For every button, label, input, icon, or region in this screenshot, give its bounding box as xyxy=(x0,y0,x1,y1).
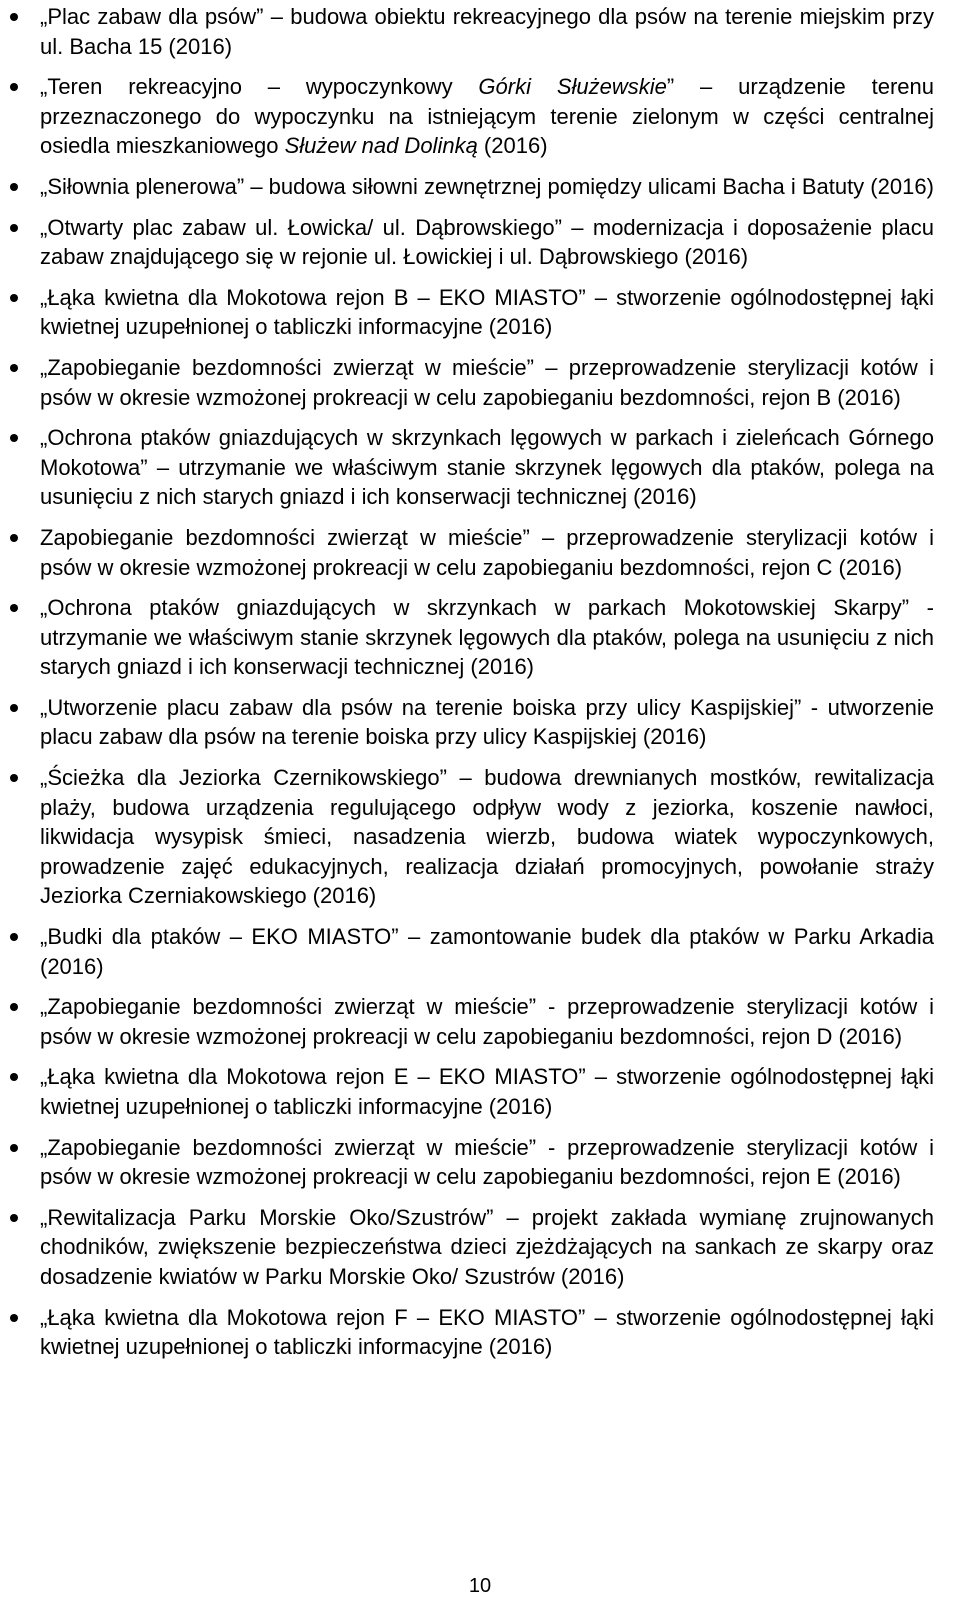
bullet-icon xyxy=(10,183,18,191)
list-item-text-segment: „Ochrona ptaków gniazdujących w skrzynkach lęgowych w parkach i zieleńcach Górnego Mokotowa” – utrzymanie we właściwym stanie skrzynek lęgowych dla ptaków, polega na usunięciu z nich starych gniazd i ich konserwacji technicznej (2016) xyxy=(40,425,934,510)
list-item-text-segment: „Łąka kwietna dla Mokotowa rejon B – EKO MIASTO” – stworzenie ogólnodostępnej łąki kwietnej uzupełnionej o tabliczki informacyjne (2016) xyxy=(40,284,934,340)
bullet-icon xyxy=(10,1073,18,1081)
list-item xyxy=(40,593,934,682)
list-item xyxy=(40,1303,934,1362)
bullet-icon xyxy=(10,604,18,612)
bullet-icon xyxy=(10,1144,18,1152)
list-item xyxy=(40,693,934,752)
bullet-icon xyxy=(10,434,18,442)
list-item-text xyxy=(40,765,934,908)
list-item-text-segment: „Siłownia plenerowa” – budowa siłowni zewnętrznej pomiędzy ulicami Bacha i Batuty (2016) xyxy=(40,173,934,199)
list-item xyxy=(40,72,934,161)
list-item xyxy=(40,283,934,342)
list-item-text-segment: „Łąka kwietna dla Mokotowa rejon F – EKO MIASTO” – stworzenie ogólnodostępnej łąki kwietnej uzupełnionej o tabliczki informacyjne (2016) xyxy=(40,1304,934,1360)
list-item xyxy=(40,523,934,582)
list-item-text-segment: „Teren rekreacyjno – wypoczynkowy xyxy=(40,74,479,100)
bullet-icon xyxy=(10,1314,18,1322)
list-item xyxy=(40,353,934,412)
list-item-text-segment: ” – urządzenie terenu przeznaczonego do wypoczynku na istniejącym terenie zielonym w części centralnej osiedla mieszkaniowego xyxy=(40,74,934,159)
list-item-text xyxy=(40,74,934,158)
page-number: 10 xyxy=(468,1575,492,1597)
list-item-text xyxy=(40,285,934,340)
list-item xyxy=(40,763,934,911)
list-item-text-segment: „Otwarty plac zabaw ul. Łowicka/ ul. Dąbrowskiego” – modernizacja i doposażenie placu zabaw znajdującego się w rejonie ul. Łowickiej i ul. Dąbrowskiego (2016) xyxy=(40,214,934,270)
list-item-text xyxy=(40,174,934,199)
list-item-text-segment: „Ścieżka dla Jeziorka Czernikowskiego” – budowa drewnianych mostków, rewitalizacja plaży, budowa urządzenia regulującego odpływ wody z jeziorka, koszenie nawłoci, likwidacja wysypisk śmieci, nasadzenia wierzb, budowa wiatek wypoczynkowych, prowadzenie zajęć edukacyjnych, realizacja działań promocyjnych, powołanie straży Jeziorka Czerniakowskiego (2016) xyxy=(40,765,934,909)
list-item-text-segment: „Utworzenie placu zabaw dla psów na terenie boiska przy ulicy Kaspijskiej” - utworzenie placu zabaw dla psów na terenie boiska przy ulicy Kaspijskiej (2016) xyxy=(40,694,934,750)
bullet-icon xyxy=(10,933,18,941)
list-item xyxy=(40,1203,934,1292)
list-item-text xyxy=(40,994,934,1049)
list-item-text-segment: „Łąka kwietna dla Mokotowa rejon E – EKO MIASTO” – stworzenie ogólnodostępnej łąki kwietnej uzupełnionej o tabliczki informacyjne (2016) xyxy=(40,1064,934,1119)
list-item xyxy=(40,2,934,61)
list-item-text-segment: „Rewitalizacja Parku Morskie Oko/Szustrów” – projekt zakłada wymianę zrujnowanych chodników, zwiększenie bezpieczeństwa dzieci zjeżdżających na sankach ze skarpy oraz dosadzenie kwiatów w Parku Morskie Oko/ Szustrów (2016) xyxy=(40,1204,934,1289)
list-item-text xyxy=(40,4,934,59)
list-item xyxy=(40,992,934,1051)
list-item-text xyxy=(40,595,934,679)
bullet-icon xyxy=(10,294,18,302)
list-item-text xyxy=(40,215,934,270)
list-item-text-segment: Zapobieganie bezdomności zwierząt w mieście” – przeprowadzenie sterylizacji kotów i psów w okresie wzmożonej prokreacji w celu zapobieganiu bezdomności, rejon C (2016) xyxy=(40,524,934,580)
list-item-text-segment: (2016) xyxy=(477,133,548,159)
list-item xyxy=(40,172,934,202)
list-item xyxy=(40,1062,934,1121)
list-item-text-segment: „Ochrona ptaków gniazdujących w skrzynkach w parkach Mokotowskiej Skarpy” - utrzymanie we właściwym stanie skrzynek lęgowych dla ptaków, polega na usunięciu z nich starych gniazd i ich konserwacji technicznej (2016) xyxy=(40,595,934,680)
list-item-text xyxy=(40,355,934,410)
list-item xyxy=(40,1133,934,1192)
list-item xyxy=(40,213,934,272)
list-item-text-segment: „Zapobieganie bezdomności zwierząt w mieście” - przeprowadzenie sterylizacji kotów i psów w okresie wzmożonej prokreacji w celu zapobieganiu bezdomności, rejon E (2016) xyxy=(40,1134,934,1190)
list-item-text-segment: „Budki dla ptaków – EKO MIASTO” – zamontowanie budek dla ptaków w Parku Arkadia (2016) xyxy=(40,924,934,979)
bullet-icon xyxy=(10,224,18,232)
bullet-icon xyxy=(10,364,18,372)
list-item-text-segment: „Zapobieganie bezdomności zwierząt w mieście” – przeprowadzenie sterylizacji kotów i psów w okresie wzmożonej prokreacji w celu zapobieganiu bezdomności, rejon B (2016) xyxy=(40,354,934,410)
bullet-icon xyxy=(10,83,18,91)
bullet-icon xyxy=(10,704,18,712)
list-item-text xyxy=(40,1135,934,1190)
list-item xyxy=(40,922,934,981)
list-item-text xyxy=(40,695,934,750)
bullet-icon xyxy=(10,1003,18,1011)
list-item-italic-text: Górki Służewskie xyxy=(478,74,667,100)
bullet-icon xyxy=(10,774,18,782)
list-item-text-segment: „Zapobieganie bezdomności zwierząt w mieście” - przeprowadzenie sterylizacji kotów i psów w okresie wzmożonej prokreacji w celu zapobieganiu bezdomności, rejon D (2016) xyxy=(40,994,934,1049)
list-item-text xyxy=(40,924,934,979)
list-item-text xyxy=(40,1205,934,1289)
bullet-icon xyxy=(10,1214,18,1222)
list-item-text xyxy=(40,525,934,580)
list-item-italic-text: Służew nad Dolinką xyxy=(284,133,478,159)
list-item-text xyxy=(40,1064,934,1119)
list-item-text-segment: „Plac zabaw dla psów” – budowa obiektu rekreacyjnego dla psów na terenie miejskim przy ul. Bacha 15 (2016) xyxy=(40,4,934,59)
list-item xyxy=(40,423,934,512)
project-list xyxy=(40,2,934,1373)
list-item-text xyxy=(40,425,934,509)
list-item-text xyxy=(40,1305,934,1360)
bullet-icon xyxy=(10,13,18,21)
bullet-icon xyxy=(10,534,18,542)
